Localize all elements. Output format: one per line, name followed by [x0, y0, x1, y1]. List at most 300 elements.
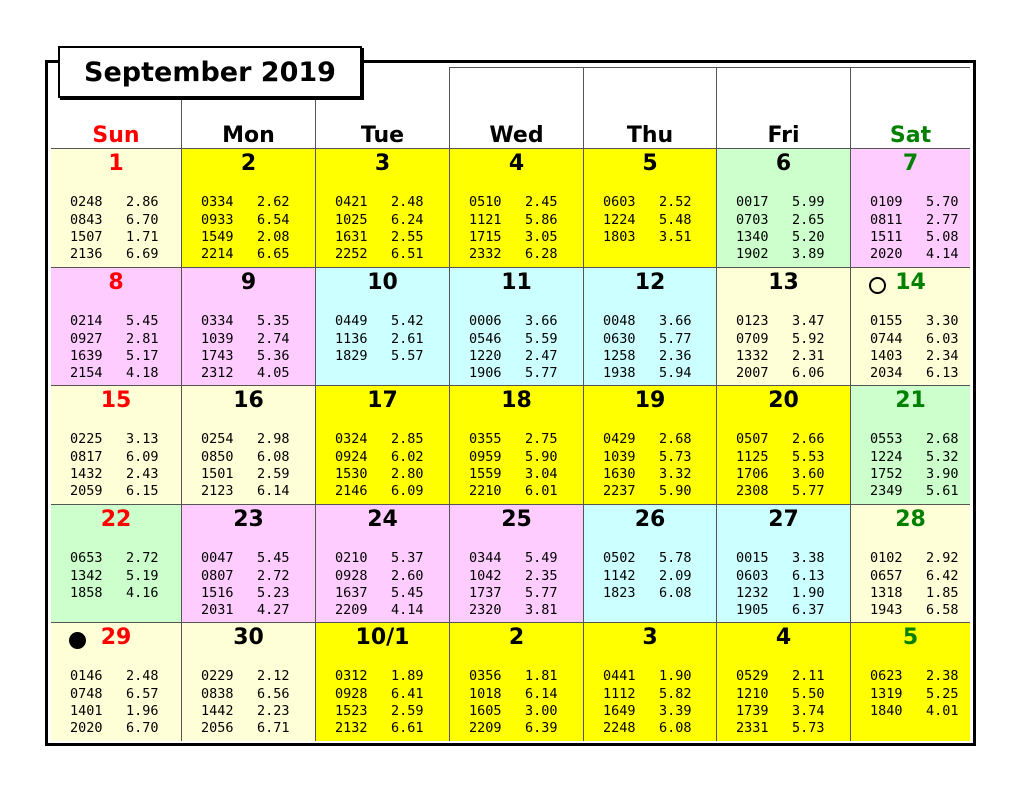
tide-entry	[717, 331, 850, 348]
tide-time: 1042	[469, 568, 502, 584]
tide-height: 5.08	[926, 229, 959, 245]
day-number: 12	[634, 270, 666, 295]
tide-time: 0015	[736, 550, 769, 566]
tide-time: 0657	[870, 568, 903, 584]
tide-time: 2136	[70, 246, 103, 262]
new-moon-icon	[69, 632, 86, 649]
tide-height: 2.74	[257, 331, 290, 347]
tide-entry	[51, 449, 181, 466]
calendar-title-box	[58, 46, 362, 98]
tide-entry	[51, 686, 181, 703]
tide-entry	[851, 483, 970, 500]
tide-time: 1136	[335, 331, 368, 347]
tide-height: 6.54	[257, 212, 290, 228]
tide-time: 0653	[70, 550, 103, 566]
tide-entry	[450, 331, 583, 348]
tide-height: 3.74	[792, 703, 825, 719]
tide-time: 0225	[70, 431, 103, 447]
tide-entry	[316, 550, 449, 567]
tide-entry	[584, 568, 716, 585]
tide-time: 1039	[603, 449, 636, 465]
tide-entry	[51, 568, 181, 585]
tide-time: 1039	[201, 331, 234, 347]
tide-height: 2.86	[126, 194, 159, 210]
tide-time: 1858	[70, 585, 103, 601]
tide-time: 0807	[201, 568, 234, 584]
tide-entry	[51, 194, 181, 211]
day-cell	[449, 504, 583, 622]
tide-entry	[450, 602, 583, 619]
day-cell	[51, 267, 181, 385]
tide-time: 1943	[870, 602, 903, 618]
day-number: 4	[775, 625, 792, 650]
tide-time: 1432	[70, 466, 103, 482]
tide-time: 0441	[603, 668, 636, 684]
day-number: 2	[240, 151, 257, 176]
tide-height: 2.75	[525, 431, 558, 447]
day-number: 9	[240, 270, 257, 295]
day-cell	[181, 267, 315, 385]
tide-entry	[51, 703, 181, 720]
tide-height: 6.42	[926, 568, 959, 584]
tide-entry	[717, 483, 850, 500]
tide-height: 2.60	[391, 568, 424, 584]
tide-entry	[450, 246, 583, 263]
tide-entry	[717, 686, 850, 703]
tide-entry	[316, 212, 449, 229]
tide-time: 2154	[70, 365, 103, 381]
tide-height: 2.77	[926, 212, 959, 228]
tide-height: 5.78	[659, 550, 692, 566]
tide-height: 6.58	[926, 602, 959, 618]
tide-height: 2.12	[257, 668, 290, 684]
tide-entry	[51, 212, 181, 229]
tide-time: 2020	[870, 246, 903, 262]
day-number: 28	[895, 507, 926, 532]
tide-height: 3.00	[525, 703, 558, 719]
tide-height: 2.43	[126, 466, 159, 482]
tide-height: 2.85	[391, 431, 424, 447]
tide-height: 3.13	[126, 431, 159, 447]
tide-height: 6.06	[792, 365, 825, 381]
tide-height: 2.09	[659, 568, 692, 584]
tide-entry	[316, 602, 449, 619]
tide-height: 5.17	[126, 348, 159, 364]
tide-height: 4.01	[926, 703, 959, 719]
tide-height: 3.51	[659, 229, 692, 245]
tide-height: 4.05	[257, 365, 290, 381]
day-number: 5	[902, 625, 919, 650]
tide-height: 4.14	[926, 246, 959, 262]
day-cell	[51, 622, 181, 741]
tide-entry	[851, 703, 970, 720]
tide-entry	[584, 483, 716, 500]
tide-time: 1232	[736, 585, 769, 601]
tide-entry	[717, 449, 850, 466]
tide-entry	[851, 585, 970, 602]
tide-height: 6.24	[391, 212, 424, 228]
day-cell	[716, 385, 850, 504]
tide-height: 6.57	[126, 686, 159, 702]
tide-height: 2.92	[926, 550, 959, 566]
tide-entry	[584, 348, 716, 365]
tide-time: 1739	[736, 703, 769, 719]
tide-entry	[182, 431, 315, 448]
tide-entry	[851, 449, 970, 466]
tide-entry	[450, 720, 583, 737]
tide-time: 1340	[736, 229, 769, 245]
tide-entry	[851, 229, 970, 246]
tide-entry	[450, 194, 583, 211]
tide-time: 0507	[736, 431, 769, 447]
tide-height: 6.70	[126, 720, 159, 736]
tide-time: 0703	[736, 212, 769, 228]
tide-entry	[851, 550, 970, 567]
tide-height: 1.85	[926, 585, 959, 601]
weekday-header-wed	[449, 67, 583, 148]
tide-time: 1630	[603, 466, 636, 482]
tide-height: 5.70	[926, 194, 959, 210]
tide-entry	[584, 585, 716, 602]
tide-time: 1018	[469, 686, 502, 702]
tide-time: 0254	[201, 431, 234, 447]
tide-height: 6.02	[391, 449, 424, 465]
tide-entry	[717, 703, 850, 720]
tide-height: 1.96	[126, 703, 159, 719]
tide-time: 0959	[469, 449, 502, 465]
day-number: 11	[501, 270, 532, 295]
tide-height: 2.48	[391, 194, 424, 210]
tide-time: 1507	[70, 229, 103, 245]
weekday-label: Sat	[889, 123, 932, 148]
tide-time: 2123	[201, 483, 234, 499]
tide-entry	[182, 365, 315, 382]
tide-time: 1639	[70, 348, 103, 364]
day-cell	[51, 385, 181, 504]
tide-time: 1840	[870, 703, 903, 719]
tide-height: 3.38	[792, 550, 825, 566]
tide-time: 1342	[70, 568, 103, 584]
tide-entry	[182, 331, 315, 348]
tide-entry	[450, 686, 583, 703]
tide-height: 2.35	[525, 568, 558, 584]
day-number: 10/1	[355, 625, 410, 650]
day-cell	[181, 622, 315, 741]
weekday-label: Tue	[360, 123, 405, 148]
tide-entry	[450, 703, 583, 720]
tide-entry	[851, 194, 970, 211]
tide-entry	[584, 668, 716, 685]
tide-time: 2056	[201, 720, 234, 736]
tide-time: 0817	[70, 449, 103, 465]
tide-time: 0324	[335, 431, 368, 447]
day-number: 20	[768, 388, 799, 413]
tide-time: 1829	[335, 348, 368, 364]
tide-height: 2.81	[126, 331, 159, 347]
tide-height: 6.09	[126, 449, 159, 465]
tide-time: 1403	[870, 348, 903, 364]
tide-height: 4.14	[391, 602, 424, 618]
tide-height: 5.49	[525, 550, 558, 566]
tide-time: 0843	[70, 212, 103, 228]
tide-height: 5.73	[659, 449, 692, 465]
tide-height: 2.72	[257, 568, 290, 584]
tide-entry	[182, 668, 315, 685]
tide-height: 6.71	[257, 720, 290, 736]
tide-height: 2.11	[792, 668, 825, 684]
tide-height: 1.81	[525, 668, 558, 684]
weekday-header-sun	[51, 100, 181, 148]
tide-time: 0838	[201, 686, 234, 702]
tide-height: 2.08	[257, 229, 290, 245]
tide-height: 5.99	[792, 194, 825, 210]
tide-time: 1142	[603, 568, 636, 584]
day-number: 16	[233, 388, 264, 413]
tide-entry	[717, 668, 850, 685]
tide-entry	[450, 668, 583, 685]
day-cell	[315, 148, 449, 267]
weekday-label: Sun	[92, 123, 140, 148]
tide-entry	[584, 229, 716, 246]
tide-time: 0146	[70, 668, 103, 684]
tide-height: 5.90	[659, 483, 692, 499]
tide-entry	[316, 668, 449, 685]
tide-time: 2007	[736, 365, 769, 381]
tide-entry	[717, 568, 850, 585]
tide-entry	[182, 212, 315, 229]
tide-time: 0429	[603, 431, 636, 447]
day-number: 5	[642, 151, 658, 176]
tide-entry	[316, 348, 449, 365]
tide-time: 0502	[603, 550, 636, 566]
day-cell	[716, 148, 850, 267]
tide-height: 5.59	[525, 331, 558, 347]
tide-time: 2059	[70, 483, 103, 499]
tide-height: 2.72	[126, 550, 159, 566]
tide-height: 2.62	[257, 194, 290, 210]
tide-time: 1902	[736, 246, 769, 262]
tide-time: 0214	[70, 313, 103, 329]
tide-entry	[851, 313, 970, 330]
tide-height: 6.03	[926, 331, 959, 347]
day-cell	[315, 385, 449, 504]
tide-time: 0603	[736, 568, 769, 584]
tide-height: 2.34	[926, 348, 959, 364]
tide-entry	[51, 313, 181, 330]
tide-height: 3.39	[659, 703, 692, 719]
day-number: 3	[374, 151, 391, 176]
tide-entry	[584, 313, 716, 330]
tide-height: 6.70	[126, 212, 159, 228]
day-number: 6	[775, 151, 792, 176]
tide-time: 0123	[736, 313, 769, 329]
tide-entry	[851, 246, 970, 263]
day-cell	[850, 622, 970, 741]
tide-height: 5.73	[792, 720, 825, 736]
tide-entry	[851, 602, 970, 619]
tide-entry	[851, 431, 970, 448]
day-cell	[449, 622, 583, 741]
tide-time: 1401	[70, 703, 103, 719]
tide-time: 0744	[870, 331, 903, 347]
tide-entry	[584, 365, 716, 382]
tide-time: 0924	[335, 449, 368, 465]
tide-height: 2.31	[792, 348, 825, 364]
tide-height: 6.15	[126, 483, 159, 499]
day-cell	[716, 267, 850, 385]
tide-time: 0927	[70, 331, 103, 347]
tide-height: 1.71	[126, 229, 159, 245]
day-cell	[181, 504, 315, 622]
tide-entry	[182, 720, 315, 737]
tide-height: 2.45	[525, 194, 558, 210]
tide-time: 2308	[736, 483, 769, 499]
tide-time: 0017	[736, 194, 769, 210]
tide-time: 2248	[603, 720, 636, 736]
tide-time: 1258	[603, 348, 636, 364]
tide-entry	[717, 602, 850, 619]
tide-entry	[717, 229, 850, 246]
tide-height: 6.51	[391, 246, 424, 262]
tide-time: 0229	[201, 668, 234, 684]
tide-entry	[182, 313, 315, 330]
full-moon-icon	[869, 277, 886, 294]
day-number: 21	[895, 388, 926, 413]
day-number: 4	[508, 151, 525, 176]
day-cell	[315, 267, 449, 385]
tide-time: 0006	[469, 313, 502, 329]
tide-entry	[450, 550, 583, 567]
tide-entry	[584, 550, 716, 567]
tide-height: 4.18	[126, 365, 159, 381]
tide-entry	[450, 449, 583, 466]
tide-time: 1631	[335, 229, 368, 245]
tide-height: 3.30	[926, 313, 959, 329]
tide-height: 5.45	[126, 313, 159, 329]
tide-height: 5.45	[257, 550, 290, 566]
tide-height: 6.08	[659, 720, 692, 736]
tide-height: 4.16	[126, 585, 159, 601]
day-number: 26	[634, 507, 666, 532]
tide-entry	[182, 585, 315, 602]
tide-entry	[316, 431, 449, 448]
tide-entry	[51, 229, 181, 246]
tide-entry	[450, 568, 583, 585]
tide-height: 4.27	[257, 602, 290, 618]
tide-entry	[717, 313, 850, 330]
tide-time: 0047	[201, 550, 234, 566]
tide-entry	[316, 568, 449, 585]
tide-time: 0449	[335, 313, 368, 329]
tide-entry	[182, 703, 315, 720]
tide-entry	[851, 668, 970, 685]
tide-time: 1112	[603, 686, 636, 702]
weekday-header-fri	[716, 67, 850, 148]
tide-height: 2.36	[659, 348, 692, 364]
tide-time: 0928	[335, 686, 368, 702]
tide-time: 0811	[870, 212, 903, 228]
tide-entry	[316, 466, 449, 483]
tide-time: 2020	[70, 720, 103, 736]
weekday-label: Wed	[489, 123, 544, 148]
tide-height: 6.14	[525, 686, 558, 702]
tide-time: 1516	[201, 585, 234, 601]
tide-height: 6.08	[659, 585, 692, 601]
tide-entry	[182, 550, 315, 567]
tide-time: 0102	[870, 550, 903, 566]
tide-time: 0928	[335, 568, 368, 584]
day-cell	[583, 385, 716, 504]
day-number: 19	[634, 388, 666, 413]
tide-height: 6.13	[792, 568, 825, 584]
tide-height: 3.90	[926, 466, 959, 482]
tide-time: 1743	[201, 348, 234, 364]
tide-time: 1210	[736, 686, 769, 702]
tide-time: 1319	[870, 686, 903, 702]
tide-height: 5.82	[659, 686, 692, 702]
tide-time: 0312	[335, 668, 368, 684]
day-cell	[850, 267, 970, 385]
tide-time: 2132	[335, 720, 368, 736]
day-cell	[51, 504, 181, 622]
tide-height: 2.48	[126, 668, 159, 684]
tide-time: 2209	[335, 602, 368, 618]
tide-time: 1605	[469, 703, 502, 719]
weekday-header-mon	[181, 100, 315, 148]
tide-height: 1.90	[792, 585, 825, 601]
tide-entry	[851, 686, 970, 703]
tide-time: 0248	[70, 194, 103, 210]
tide-entry	[51, 365, 181, 382]
tide-height: 6.39	[525, 720, 558, 736]
tide-time: 1649	[603, 703, 636, 719]
day-cell	[449, 148, 583, 267]
tide-height: 5.25	[926, 686, 959, 702]
tide-time: 0748	[70, 686, 103, 702]
tide-time: 1715	[469, 229, 502, 245]
tide-entry	[182, 246, 315, 263]
tide-time: 1442	[201, 703, 234, 719]
day-number: 7	[902, 151, 919, 176]
day-cell	[181, 148, 315, 267]
tide-height: 6.08	[257, 449, 290, 465]
tide-height: 5.86	[525, 212, 558, 228]
tide-entry	[182, 602, 315, 619]
tide-entry	[450, 431, 583, 448]
tide-height: 2.80	[391, 466, 424, 482]
tide-height: 3.60	[792, 466, 825, 482]
tide-height: 3.66	[525, 313, 558, 329]
tide-height: 3.66	[659, 313, 692, 329]
tide-entry	[316, 449, 449, 466]
tide-entry	[584, 449, 716, 466]
tide-height: 5.32	[926, 449, 959, 465]
tide-entry	[851, 466, 970, 483]
tide-height: 2.55	[391, 229, 424, 245]
tide-height: 5.48	[659, 212, 692, 228]
tide-time: 1549	[201, 229, 234, 245]
tide-entry	[316, 194, 449, 211]
tide-time: 1637	[335, 585, 368, 601]
day-number: 8	[108, 270, 124, 295]
tide-time: 2332	[469, 246, 502, 262]
tide-entry	[584, 331, 716, 348]
tide-time: 0210	[335, 550, 368, 566]
tide-height: 6.56	[257, 686, 290, 702]
tide-entry	[851, 331, 970, 348]
tide-entry	[584, 212, 716, 229]
tide-time: 0850	[201, 449, 234, 465]
